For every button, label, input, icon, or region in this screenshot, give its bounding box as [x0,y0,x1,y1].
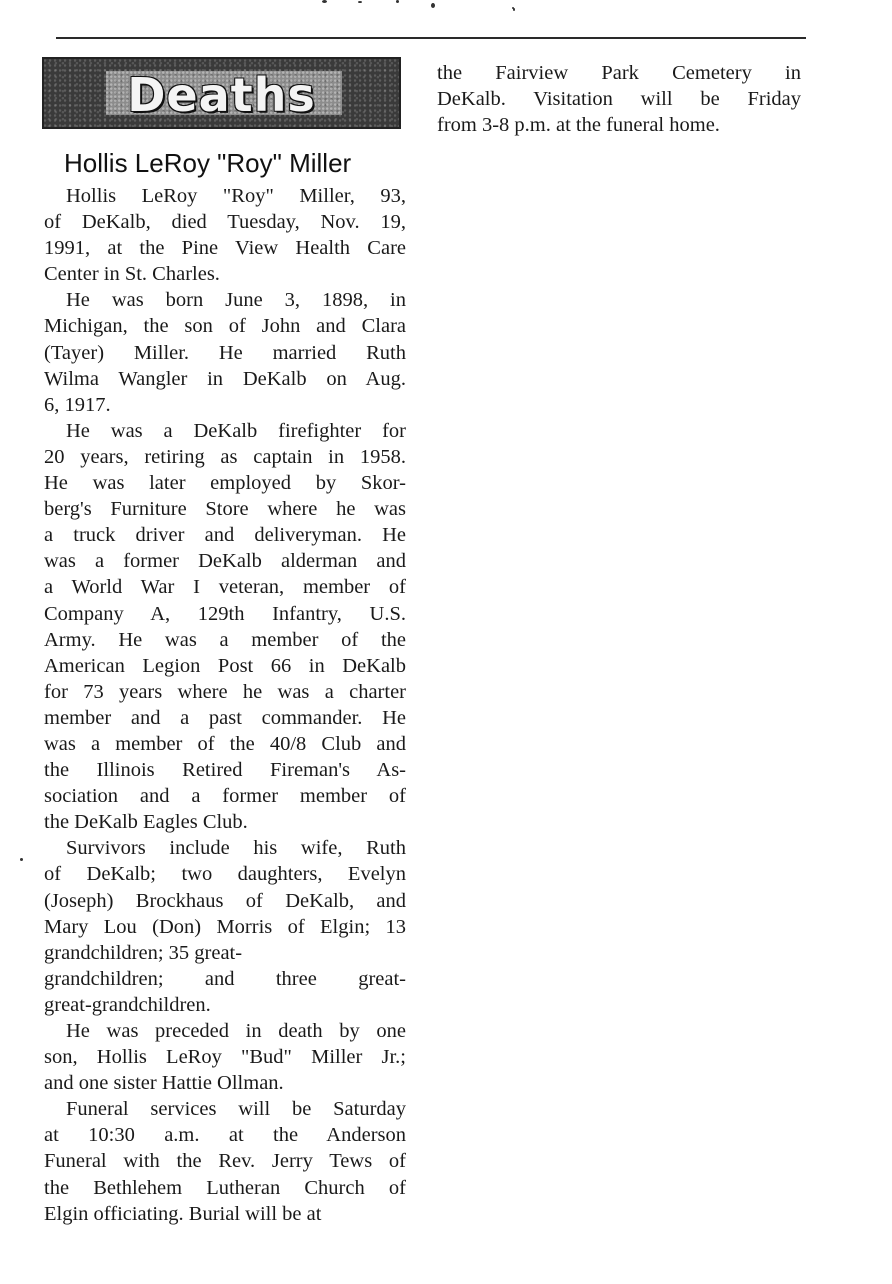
text-line: Hollis LeRoy "Roy" Miller, 93, [66,185,406,207]
obituary-body-right-column [437,60,801,138]
text-line: 20 years, retiring as captain in 1958. [44,445,406,468]
text-line: grandchildren; 35 great- [44,941,243,964]
obituary-paragraph [44,1096,406,1226]
text-line: the Fairview Park Cemetery in [437,62,801,84]
text-line: sociation and a former member of [44,785,406,808]
text-line: 1991, at the Pine View Health Care [44,237,406,260]
text-line: the Bethlehem Lutheran Church of [44,1176,406,1199]
text-line: berg's Furniture Store where he was [44,498,406,521]
text-line: Company A, 129th Infantry, U.S. [44,602,406,625]
obituary-headline: Hollis LeRoy "Roy" Miller [64,148,352,178]
section-banner-title: Deaths [127,68,316,122]
obituary-body-left-column [44,183,406,1227]
obituary-paragraph [44,287,406,417]
text-line: DeKalb. Visitation will be Friday [437,88,801,111]
text-line: (Tayer) Miller. He married Ruth [44,341,406,364]
text-line: the Illinois Retired Fireman's As- [44,759,406,782]
text-line: Wilma Wangler in DeKalb on Aug. [44,367,406,390]
text-line: Army. He was a member of the [44,628,406,651]
top-print-specks [300,0,540,14]
text-line: He was born June 3, 1898, in [66,289,406,312]
text-line: Michigan, the son of John and Clara [44,315,406,338]
text-line: a truck driver and deliveryman. He [44,524,406,547]
text-line: (Joseph) Brockhaus of DeKalb, and [44,889,406,912]
text-line: and one sister Hattie Ollman. [44,1072,284,1095]
obituary-paragraph [44,1018,406,1096]
text-line: Funeral services will be Saturday [66,1098,406,1121]
text-line: Center in St. Charles. [44,263,220,286]
text-line: son, Hollis LeRoy "Bud" Miller Jr.; [44,1046,406,1069]
text-line: Elgin officiating. Burial will be at [44,1202,322,1225]
text-line: of DeKalb, died Tuesday, Nov. 19, [44,211,406,234]
obituary-paragraph [44,183,406,287]
text-line: Survivors include his wife, Ruth [66,837,406,860]
obituary-paragraph [44,418,406,836]
text-line: He was a DeKalb firefighter for [66,419,406,442]
obituary-paragraph [437,60,801,138]
text-line: He was later employed by Skor- [44,472,406,495]
text-line: grandchildren; and three great- [44,967,406,990]
text-line: from 3-8 p.m. at the funeral home. [437,114,720,137]
text-line: for 73 years where he was a charter [44,680,406,703]
text-line: member and a past commander. He [44,706,406,729]
top-divider-rule [56,37,806,39]
text-line: Funeral with the Rev. Jerry Tews of [44,1150,406,1173]
text-line: a World War I veteran, member of [44,576,406,599]
text-line: at 10:30 a.m. at the Anderson [44,1124,406,1147]
text-line: American Legion Post 66 in DeKalb [44,654,406,677]
text-line: was a former DeKalb alderman and [44,550,406,573]
text-line: of DeKalb; two daughters, Evelyn [44,863,406,886]
stray-ink-speck [20,858,23,861]
obituary-paragraph [44,835,406,1018]
stray-ink-speck [513,8,515,11]
text-line: He was preceded in death by one [66,1020,406,1042]
text-line: Mary Lou (Don) Morris of Elgin; 13 [44,915,406,938]
text-line: the DeKalb Eagles Club. [44,811,248,834]
text-line: 6, 1917. [44,393,111,416]
text-line: was a member of the 40/8 Club and [44,732,406,755]
deaths-section-banner [42,57,401,129]
text-line: great-grandchildren. [44,993,211,1016]
